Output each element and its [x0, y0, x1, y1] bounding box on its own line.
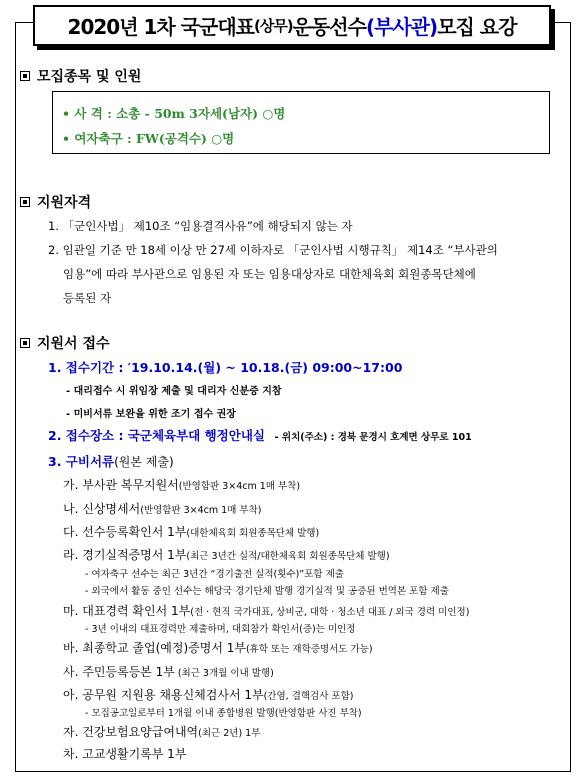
- doc-subnote: - 모집공고일로부터 1개월 이내 종합병원 발행(반영함판 사진 부착): [85, 708, 362, 719]
- doc-item: [63, 686, 353, 703]
- doc-item: [63, 723, 260, 740]
- place-address: - 위치(주소) : 경북 문경시 호계면 상무로 101: [274, 432, 472, 443]
- title-main: 2020년 1차 국군대표: [67, 15, 254, 39]
- doc-item: [63, 523, 319, 540]
- doc-item-title: 사. 주민등록등본 1부: [63, 665, 175, 679]
- doc-item: [63, 546, 390, 563]
- doc-item: [63, 663, 274, 680]
- doc-item-note: (간염, 결핵검사 포함): [263, 691, 354, 702]
- recruit-row-soccer: • 여자축구 : FW(공격수) ○명: [62, 131, 235, 146]
- doc-item-note: (대한체육회 회원종목단체 발행): [186, 528, 320, 539]
- doc-item-title: 마. 대표경력 확인서 1부: [63, 604, 191, 618]
- doc-subnote: - 3년 이내의 대표경력만 제출하며, 대회참가 확인서(증)는 미인정: [85, 624, 356, 635]
- doc-item-title: 라. 경기실적증명서 1부: [63, 548, 187, 562]
- doc-item-title: 바. 최종학교 졸업(예정)증명서 1부: [63, 641, 246, 655]
- section-eligibility-title: 지원자격: [37, 195, 92, 211]
- doc-item: [63, 500, 261, 517]
- doc-item: [63, 476, 300, 493]
- doc-item-note: (최근 2년) 1부: [198, 728, 261, 739]
- eligibility-line-2: 2. 임관일 기준 만 18세 이상 만 27세 이하자로 「군인사법 시행규칙」 제14조 “부사관의: [48, 243, 498, 257]
- eligibility-line-3: 임용”에 따라 부사관으로 임용된 자 또는 임용대상자로 대한체육회 회원종목단체에: [63, 267, 476, 281]
- docs-heading-note: (원본 제출): [114, 455, 174, 469]
- doc-item-title: 가. 부사관 복무지원서: [63, 478, 179, 492]
- eligibility-line-1: 1. 「군인사법」 제10조 “임용결격사유”에 해당되지 않는 자: [48, 219, 353, 233]
- doc-subnote: - 여자축구 선수는 최근 3년간 “경기출전 실적(횟수)”포함 제출: [85, 569, 344, 580]
- section-recruit-heading: [20, 66, 141, 86]
- square-bullet-icon: [20, 197, 30, 207]
- place-label: 2. 접수장소 : 국군체육부대 행정안내실: [48, 428, 265, 443]
- doc-item-note: (전 · 현직 국가대표, 상비군, 대학 · 청소년 대표 / 외국 경력 미인정): [190, 607, 470, 618]
- period-note-2: - 미비서류 보완을 위한 조기 접수 권장: [66, 409, 236, 420]
- period-note-1: - 대리접수 시 위임장 제출 및 대리자 신분증 지참: [66, 386, 282, 397]
- section-eligibility-heading: [20, 192, 91, 212]
- section-recruit-title: 모집종목 및 인원: [37, 69, 142, 85]
- doc-item-title: 차. 고교생활기록부 1부: [63, 747, 187, 761]
- title-recruit: 모집 요강: [437, 15, 517, 39]
- application-period: 1. 접수기간 : ′19.10.14.(월) ~ 10.18.(금) 09:00~17:00: [48, 360, 403, 375]
- title-sangmu: (상무): [253, 17, 293, 35]
- doc-item-note: (반영함판 3×4cm 1매 부착): [140, 505, 262, 516]
- docs-heading: [48, 452, 174, 470]
- doc-item: [63, 745, 186, 762]
- doc-item-title: 아. 공무원 지원용 채용신체검사서 1부: [63, 688, 264, 702]
- recruit-box: [52, 91, 550, 154]
- docs-heading-label: 3. 구비서류: [48, 454, 115, 469]
- doc-item-title: 나. 신상명세서: [63, 502, 141, 516]
- application-place: [48, 426, 472, 444]
- square-bullet-icon: [20, 71, 30, 81]
- page-title: [33, 5, 551, 46]
- doc-item: [63, 639, 373, 656]
- doc-subnote: - 외국에서 활동 중인 선수는 해당국 경기단체 발행 경기실적 및 공증된 번역본 포함 제출: [85, 586, 449, 597]
- doc-item: [63, 602, 469, 619]
- doc-item-note: (반영함판 3×4cm 1매 부착): [178, 481, 301, 492]
- doc-item-note: (최근 3개월 이내 발행): [174, 668, 274, 679]
- doc-item-note: (휴학 또는 재학증명서도 가능): [245, 644, 373, 655]
- doc-item-note: (최근 3년간 실적/대한체육회 회원종목단체 발행): [186, 551, 390, 562]
- recruit-row-shooting: • 사 격 : 소총 - 50m 3자세(남자) ○명: [62, 106, 286, 121]
- section-application-title: 지원서 접수: [37, 336, 110, 352]
- doc-item-title: 자. 건강보험요양급여내역: [63, 725, 199, 739]
- title-athlete: 운동선수: [292, 15, 366, 39]
- title-nco: (부사관): [365, 15, 438, 39]
- doc-item-title: 다. 선수등록확인서 1부: [63, 525, 187, 539]
- eligibility-line-4: 등록된 자: [63, 291, 112, 305]
- square-bullet-icon: [20, 338, 30, 348]
- section-application-heading: [20, 333, 110, 353]
